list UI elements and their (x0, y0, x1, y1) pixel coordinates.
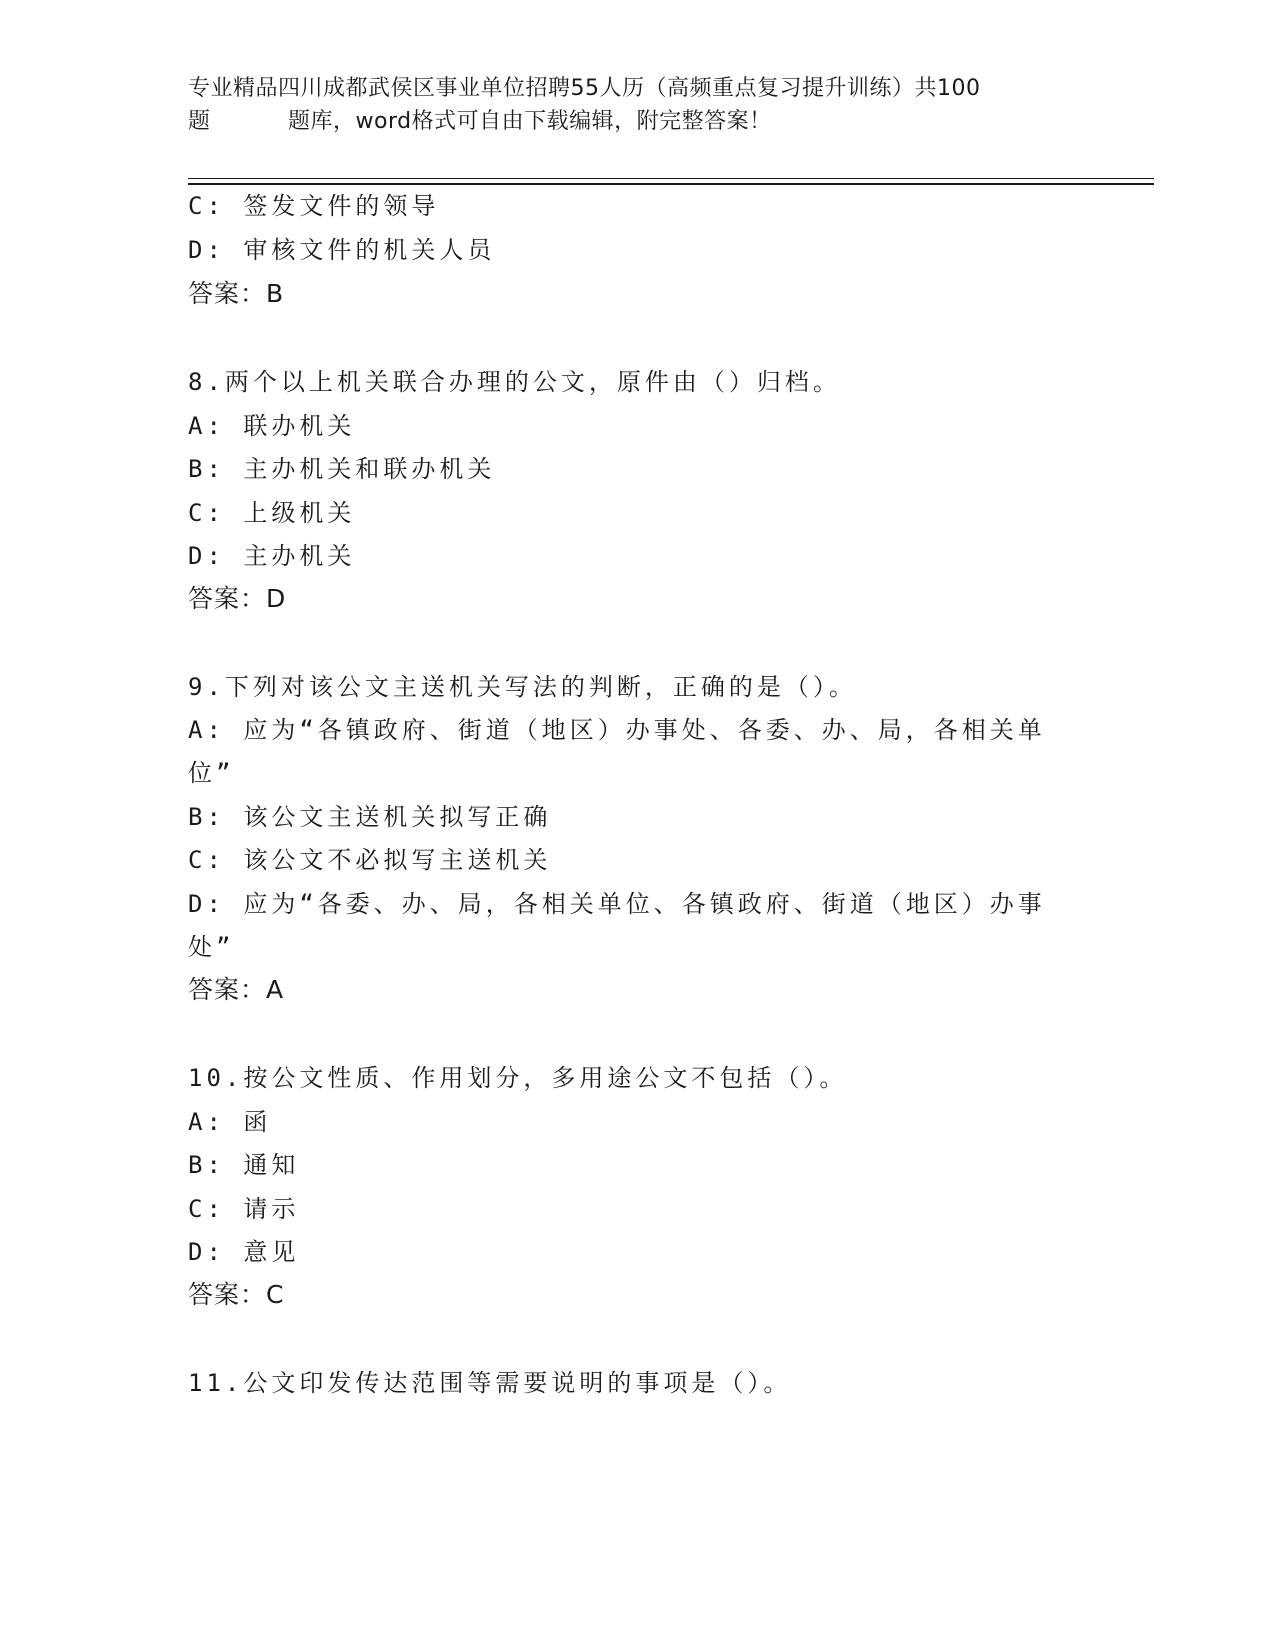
header-rule-thin (188, 178, 1154, 179)
q7-option-c: C: 签发文件的领导 (188, 192, 440, 220)
q10-option-b: B: 通知 (188, 1151, 300, 1179)
q9-option-a-line2: 位” (188, 759, 235, 787)
q8-option-c: C: 上级机关 (188, 499, 356, 527)
q8-option-b: B: 主办机关和联办机关 (188, 455, 496, 483)
q9-option-d-line1: D: 应为“各委、办、局，各相关单位、各镇政府、街道（地区）办事 (188, 890, 1046, 918)
document-header (188, 72, 1088, 138)
q9-answer: 答案：A (188, 975, 285, 1004)
q9-question: 9.下列对该公文主送机关写法的判断，正确的是（）。 (188, 673, 857, 701)
q8-option-d: D: 主办机关 (188, 542, 356, 570)
q11-question: 11.公文印发传达范围等需要说明的事项是（）。 (188, 1369, 792, 1397)
q10-option-c: C: 请示 (188, 1195, 300, 1223)
q8-answer: 答案：D (188, 584, 287, 613)
q9-option-c: C: 该公文不必拟写主送机关 (188, 846, 552, 874)
q8-question: 8.两个以上机关联合办理的公文，原件由（）归档。 (188, 368, 841, 396)
q7-answer: 答案：B (188, 279, 285, 308)
q10-answer: 答案：C (188, 1280, 285, 1309)
q10-option-a: A: 函 (188, 1108, 272, 1136)
header-line2-lead: 题 (188, 109, 211, 134)
header-line2-text: 题库，word格式可自由下载编辑，附完整答案！ (288, 109, 772, 134)
q10-option-d: D: 意见 (188, 1238, 300, 1266)
header-title-line2 (188, 105, 1088, 138)
q9-option-d-line2: 处” (188, 933, 235, 961)
q8-option-a: A: 联办机关 (188, 412, 356, 440)
header-title-line1: 专业精品四川成都武侯区事业单位招聘55人历（高频重点复习提升训练）共100 (188, 76, 981, 101)
q9-option-a-line1: A: 应为“各镇政府、街道（地区）办事处、各委、办、局，各相关单 (188, 716, 1046, 744)
header-rule-thick (188, 183, 1154, 185)
q7-option-d: D: 审核文件的机关人员 (188, 236, 496, 264)
q9-option-b: B: 该公文主送机关拟写正确 (188, 803, 552, 831)
q10-question: 10.按公文性质、作用划分，多用途公文不包括（）。 (188, 1064, 848, 1092)
